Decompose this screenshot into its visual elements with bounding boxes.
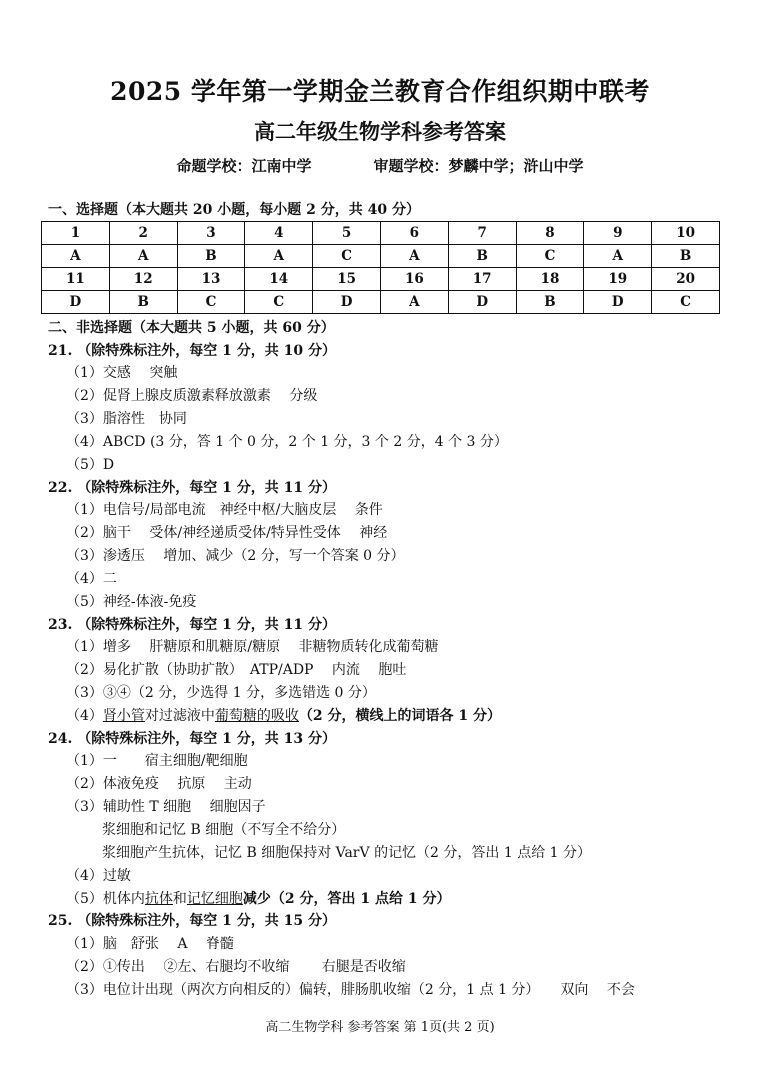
q22-answer-5: （5）神经-体液-免疫 bbox=[66, 594, 197, 610]
q24-answer-5 bbox=[66, 889, 451, 909]
school-info bbox=[0, 155, 760, 176]
table-cell: 19 bbox=[584, 268, 652, 291]
q23-a4-prefix: （4） bbox=[66, 708, 103, 724]
q21-answer-5: （5）D bbox=[66, 457, 115, 473]
q24-a5-score: 减少（2 分，答出 1 点给 1 分） bbox=[242, 891, 451, 907]
table-cell: 8 bbox=[516, 222, 584, 245]
q21-answer-4: （4）ABCD (3 分，答 1 个 0 分，2 个 1 分，3 个 2 分，4 个 3 分） bbox=[66, 434, 508, 450]
question-number-row bbox=[42, 222, 720, 245]
table-cell: 5 bbox=[313, 222, 381, 245]
q24-a5-underlined-2: 记忆细胞 bbox=[186, 891, 243, 907]
q22-heading: 22. （除特殊标注外，每空 1 分，共 11 分） bbox=[48, 480, 336, 496]
q24-a5-underlined-1: 抗体 bbox=[144, 891, 173, 907]
section1-heading: 一、选择题（本大题共 20 小题，每小题 2 分，共 40 分） bbox=[48, 202, 420, 218]
question-number-row bbox=[42, 268, 720, 291]
table-cell: 2 bbox=[109, 222, 177, 245]
q21-heading: 21. （除特殊标注外，每空 1 分，共 10 分） bbox=[48, 343, 336, 359]
table-cell: A bbox=[109, 245, 177, 268]
q24-answer-3b: 浆细胞和记忆 B 细胞（不写全不给分） bbox=[102, 822, 346, 838]
table-cell: B bbox=[652, 245, 720, 268]
table-cell: 11 bbox=[42, 268, 110, 291]
table-cell: 4 bbox=[245, 222, 313, 245]
exam-title: 2025 学年第一学期金兰教育合作组织期中联考 bbox=[110, 77, 650, 106]
table-cell: A bbox=[245, 245, 313, 268]
table-cell: C bbox=[245, 291, 313, 314]
q24-answer-4: （4）过敏 bbox=[66, 868, 131, 884]
q21-answer-2: （2）促肾上腺皮质激素释放激素 分级 bbox=[66, 388, 318, 404]
q25-answer-2: （2）①传出 ②左、右腿均不收缩 右腿是否收缩 bbox=[66, 959, 406, 975]
table-cell: 7 bbox=[448, 222, 516, 245]
table-cell: D bbox=[448, 291, 516, 314]
table-cell: 20 bbox=[652, 268, 720, 291]
table-cell: 14 bbox=[245, 268, 313, 291]
answer-row bbox=[42, 291, 720, 314]
q22-answer-1: （1）电信号/局部电流 神经中枢/大脑皮层 条件 bbox=[66, 502, 383, 518]
table-cell: 12 bbox=[109, 268, 177, 291]
q25-answer-1: （1）脑 舒张 A 脊髓 bbox=[66, 936, 234, 952]
q23-a4-underlined-2: 葡萄糖的吸收 bbox=[214, 708, 299, 724]
q25-answer-3: （3）电位计出现（两次方向相反的）偏转，腓肠肌收缩（2 分，1 点 1 分） 双向 不会 bbox=[66, 982, 635, 998]
table-cell: 1 bbox=[42, 222, 110, 245]
q22-answer-2: （2）脑干 受体/神经递质受体/特异性受体 神经 bbox=[66, 525, 388, 541]
q23-answer-3: （3）③④（2 分，少选得 1 分，多选错选 0 分） bbox=[66, 685, 376, 701]
table-cell: 9 bbox=[584, 222, 652, 245]
q23-answer-1: （1）增多 肝糖原和肌糖原/糖原 非糖物质转化成葡萄糖 bbox=[66, 639, 439, 655]
q23-heading: 23. （除特殊标注外，每空 1 分，共 11 分） bbox=[48, 617, 336, 633]
table-cell: B bbox=[177, 245, 245, 268]
table-cell: 3 bbox=[177, 222, 245, 245]
table-cell: D bbox=[42, 291, 110, 314]
table-cell: 6 bbox=[380, 222, 448, 245]
table-cell: D bbox=[313, 291, 381, 314]
page-footer: 高二生物学科 参考答案 第 1页(共 2 页) bbox=[265, 1020, 495, 1035]
table-cell: 16 bbox=[380, 268, 448, 291]
q24-answer-1: （1）一 宿主细胞/靶细胞 bbox=[66, 753, 248, 769]
choice-answer-table bbox=[41, 221, 720, 314]
table-cell: A bbox=[42, 245, 110, 268]
q24-a5-prefix: （5）机体内 bbox=[66, 891, 145, 907]
q24-a5-middle: 和 bbox=[172, 891, 187, 907]
q23-answer-4 bbox=[66, 706, 501, 726]
q23-a4-score: （2 分，横线上的词语各 1 分） bbox=[298, 708, 502, 724]
table-cell: A bbox=[380, 245, 448, 268]
table-cell: B bbox=[448, 245, 516, 268]
q23-a4-middle: 对过滤液中 bbox=[144, 708, 215, 724]
table-cell: 18 bbox=[516, 268, 584, 291]
q22-answer-4: （4）二 bbox=[66, 571, 117, 587]
table-cell: 10 bbox=[652, 222, 720, 245]
reviewer-school: 审题学校：梦麟中学；浒山中学 bbox=[373, 157, 584, 175]
q24-heading: 24. （除特殊标注外，每空 1 分，共 13 分） bbox=[48, 731, 336, 747]
q23-a4-underlined-1: 肾小管 bbox=[102, 708, 145, 724]
q21-answer-3: （3）脂溶性 协同 bbox=[66, 411, 187, 427]
setter-school: 命题学校：江南中学 bbox=[176, 157, 312, 175]
answer-subtitle: 高二年级生物学科参考答案 bbox=[254, 119, 506, 144]
q23-answer-2: （2）易化扩散（协助扩散） ATP/ADP 内流 胞吐 bbox=[66, 662, 407, 678]
table-cell: D bbox=[584, 291, 652, 314]
table-cell: C bbox=[652, 291, 720, 314]
table-cell: 17 bbox=[448, 268, 516, 291]
q24-answer-3: （3）辅助性 T 细胞 细胞因子 bbox=[66, 799, 266, 815]
q25-heading: 25. （除特殊标注外，每空 1 分，共 15 分） bbox=[48, 913, 336, 929]
table-cell: C bbox=[516, 245, 584, 268]
table-cell: C bbox=[177, 291, 245, 314]
table-cell: A bbox=[584, 245, 652, 268]
q22-answer-3: （3）渗透压 增加、减少（2 分，写一个答案 0 分） bbox=[66, 548, 405, 564]
table-cell: B bbox=[516, 291, 584, 314]
table-cell: A bbox=[380, 291, 448, 314]
section2-heading: 二、非选择题（本大题共 5 小题，共 60 分） bbox=[48, 320, 335, 336]
q24-answer-3c: 浆细胞产生抗体，记忆 B 细胞保持对 VarV 的记忆（2 分，答出 1 点给 1 分） bbox=[102, 845, 592, 861]
table-cell: 13 bbox=[177, 268, 245, 291]
table-cell: B bbox=[109, 291, 177, 314]
table-cell: 15 bbox=[313, 268, 381, 291]
table-cell: C bbox=[313, 245, 381, 268]
q21-answer-1: （1）交感 突触 bbox=[66, 365, 178, 381]
q24-answer-2: （2）体液免疫 抗原 主动 bbox=[66, 776, 252, 792]
answer-row bbox=[42, 245, 720, 268]
